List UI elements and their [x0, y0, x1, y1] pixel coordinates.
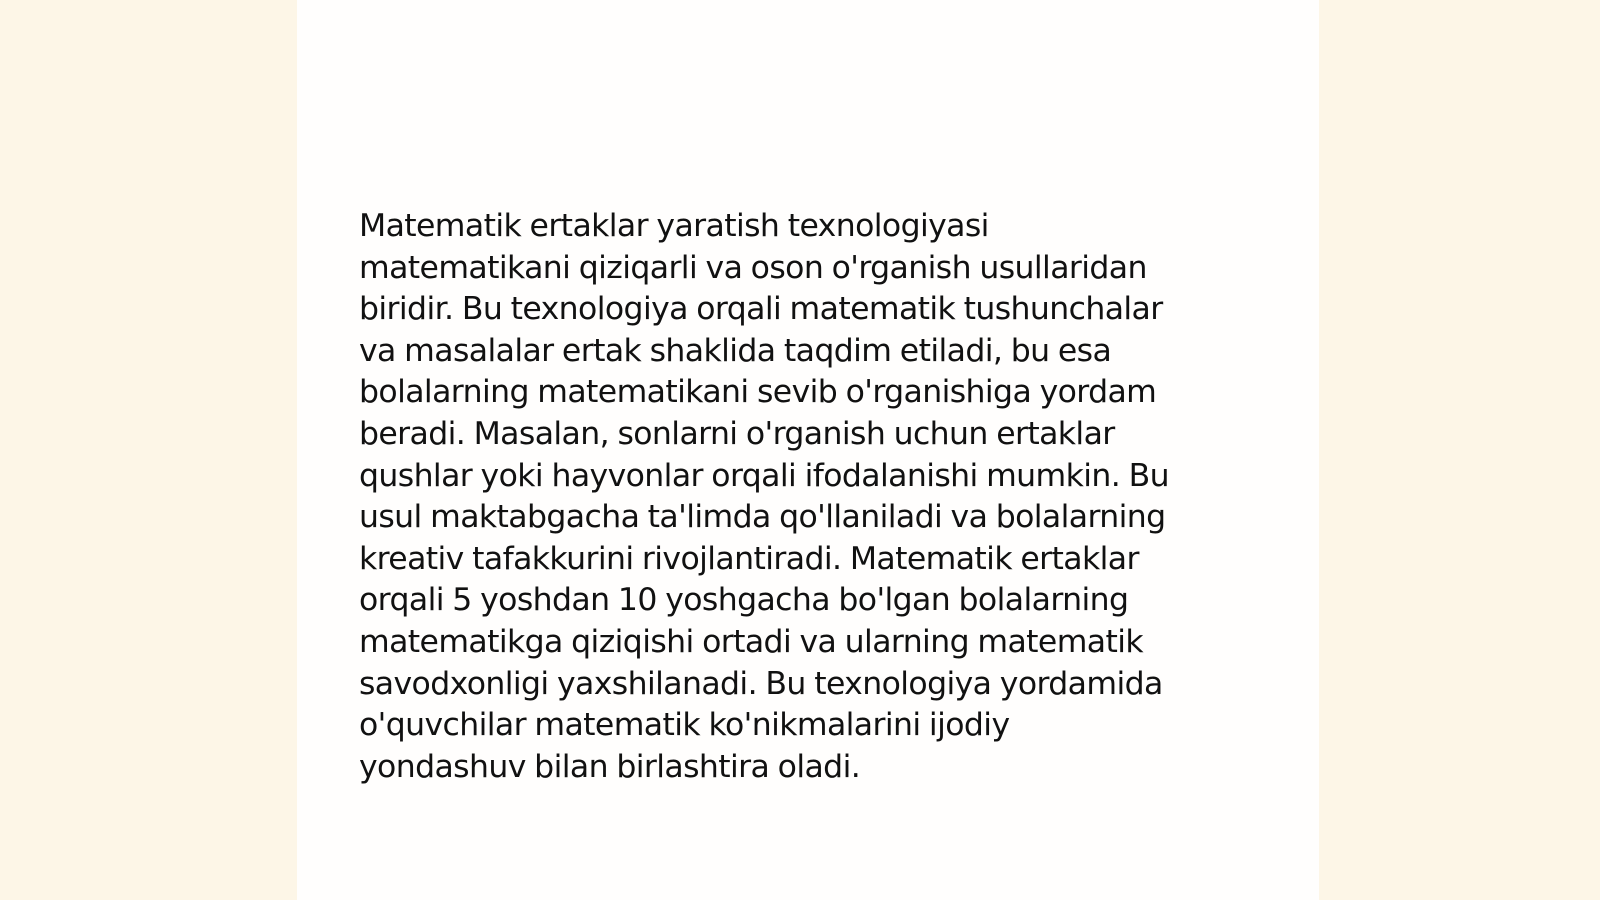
paragraph-line: yondashuv bilan birlashtira oladi.: [359, 748, 861, 785]
paragraph-line: biridir. Bu texnologiya orqali matematik tushunchalar: [359, 291, 1163, 328]
paragraph-line: o'quvchilar matematik ko'nikmalarini ijodiy: [359, 707, 1010, 744]
paragraph-line: usul maktabgacha ta'limda qo'llaniladi va bolalarning: [359, 499, 1166, 536]
paragraph-line: savodxonligi yaxshilanadi. Bu texnologiya yordamida: [359, 665, 1163, 702]
paragraph-line: bolalarning matematikani sevib o'rganishiga yordam: [359, 374, 1157, 411]
paragraph-line: Matematik ertaklar yaratish texnologiyasi: [359, 208, 989, 244]
paragraph-line: orqali 5 yoshdan 10 yoshgacha bo'lgan bolalarning: [359, 582, 1129, 619]
body-paragraph: [359, 206, 1259, 788]
paragraph-line: beradi. Masalan, sonlarni o'rganish uchun ertaklar: [359, 415, 1115, 452]
paragraph-line: matematikani qiziqarli va oson o'rganish usullaridan: [359, 249, 1147, 286]
paragraph-line: qushlar yoki hayvonlar orqali ifodalanishi mumkin. Bu: [359, 457, 1169, 494]
paragraph-line: matematikga qiziqishi ortadi va ularning matematik: [359, 623, 1144, 660]
document-page: [297, 0, 1319, 900]
paragraph-line: va masalalar ertak shaklida taqdim etiladi, bu esa: [359, 332, 1112, 369]
paragraph-line: kreativ tafakkurini rivojlantiradi. Matematik ertaklar: [359, 540, 1139, 577]
